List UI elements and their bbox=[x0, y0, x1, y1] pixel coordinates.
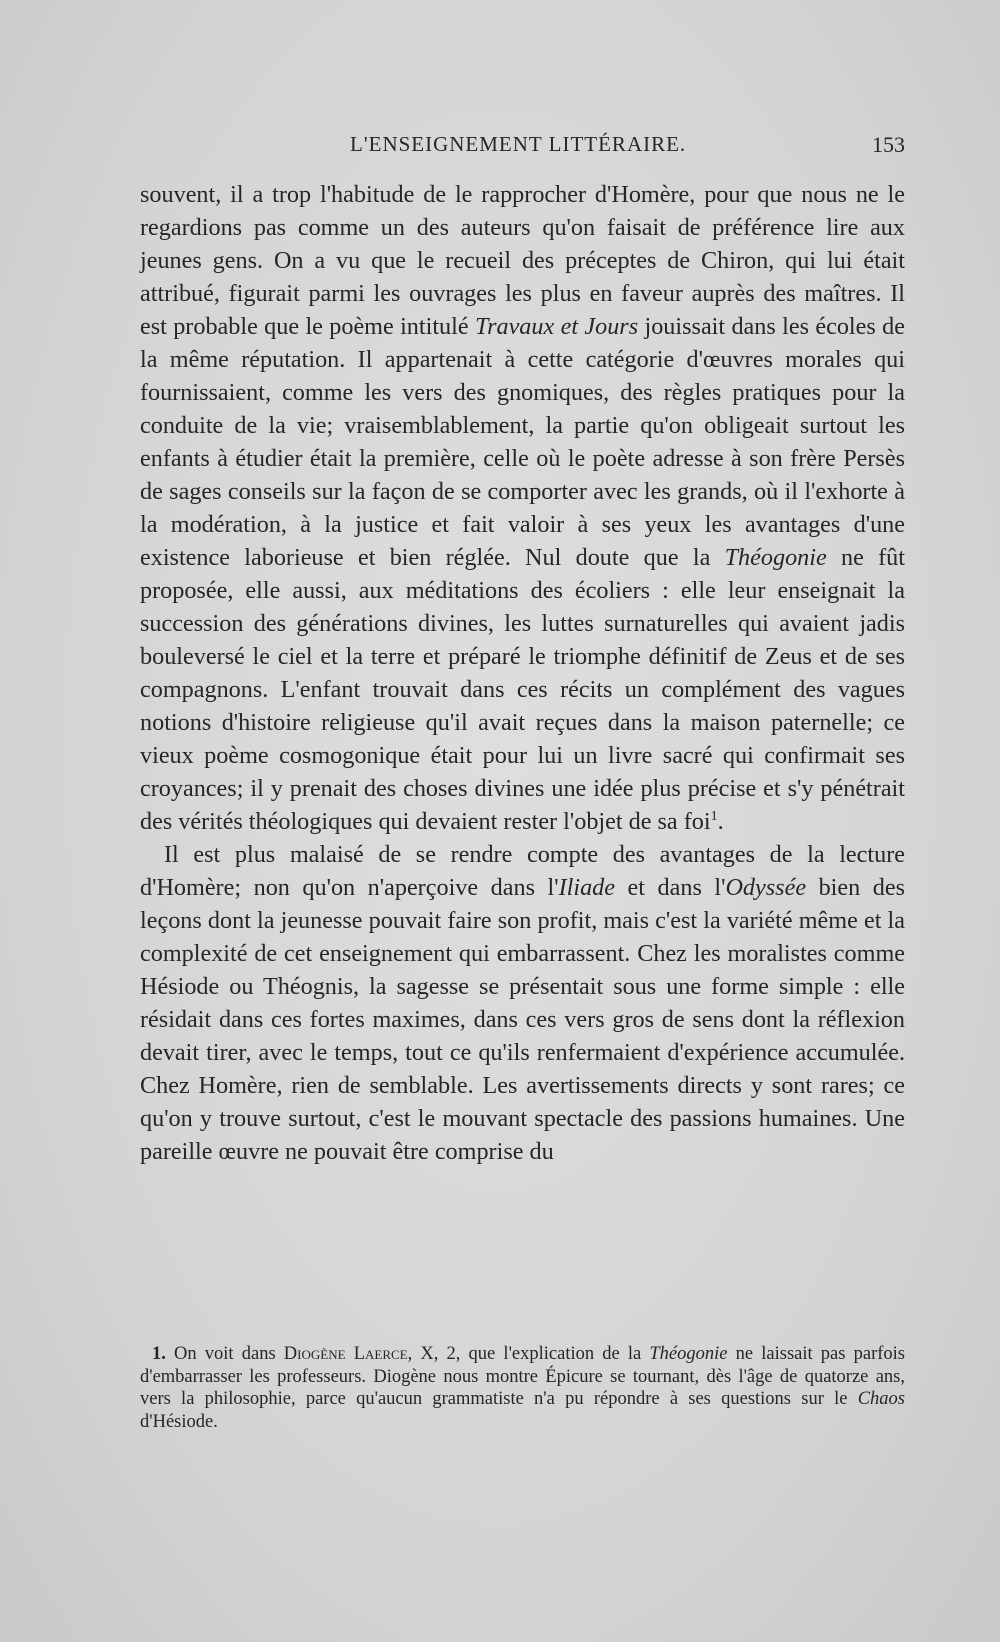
page-number: 153 bbox=[872, 132, 905, 157]
text-run: ne laissait pas parfois d'embarrasser les professeurs. Diogène nous montre Épicure se tournant, dès l'âge de quatorze ans, vers la philosophie, parce qu'aucun grammatiste n'a pu répondre à ses questions sur le bbox=[140, 1344, 905, 1409]
text-run: jouissait dans les écoles de la même réputation. Il appartenait à cette catégorie d'œuvres morales qui fournissaient, comme les vers des gnomiques, des règles pratiques pour la conduite de la vie; vraisemblablement, la partie qu'on obligeait surtout les enfants à étudier était la première, celle où le poète adresse à son frère Persès de sages conseils sur la façon de se comporter avec les grands, où il l'exhorte à la modération, à la justice et fait valoir à ses yeux les avantages d'une existence laborieuse et bien réglée. Nul doute que la bbox=[140, 313, 905, 571]
author-name: Diogène Laerce bbox=[283, 1344, 408, 1364]
text-run: bien des leçons dont la jeunesse pouvait faire son profit, mais c'est la variété même et la complexité de cet enseignement qui embarrassent. Chez les moralistes comme Hésiode ou Théognis, la sagesse se présentait sous une forme simple : elle résidait dans ces fortes maximes, dans ces vers gros de sens dont la réflexion devait tirer, avec le temps, tout ce qu'ils renfermaient d'expérience accumulée. Chez Homère, rien de semblable. Les avertissements directs y sont rares; ce qu'on y trouve surtout, c'est le mouvant spectacle des passions humaines. Une pareille œuvre ne pouvait être comprise du bbox=[140, 874, 906, 1165]
text-run: d'Hésiode. bbox=[140, 1411, 218, 1432]
text-run: , X, 2, que l'explication de la bbox=[407, 1344, 650, 1364]
italic-title: Travaux et Jours bbox=[474, 313, 639, 340]
footnotes bbox=[140, 1343, 905, 1433]
footnote-number: 1. bbox=[152, 1344, 166, 1364]
paragraph-2 bbox=[140, 838, 905, 1168]
main-text bbox=[140, 178, 905, 1168]
footnote-reference: 1 bbox=[710, 808, 718, 824]
text-run: . bbox=[717, 808, 724, 835]
text-run: et dans l' bbox=[615, 874, 726, 901]
italic-title: Chaos bbox=[857, 1389, 905, 1409]
footnote-1 bbox=[140, 1343, 905, 1433]
italic-title: Théogonie bbox=[649, 1344, 728, 1364]
italic-title: Odyssée bbox=[725, 874, 807, 901]
text-run: souvent, il a trop l'habitude de le rapprocher d'Homère, pour que nous ne le regardions pas comme un des auteurs qu'on faisait de préférence lire aux jeunes gens. On a vu que le recueil des préceptes de Chiron, qui lui était attribué, figurait parmi les ouvrages les plus en faveur auprès des maîtres. Il est probable que le poème intitulé bbox=[140, 181, 905, 340]
page-header bbox=[140, 132, 905, 164]
italic-title: Théogonie bbox=[724, 544, 827, 571]
paragraph-1 bbox=[140, 178, 905, 838]
text-run: ne fût proposée, elle aussi, aux méditations des écoliers : elle leur enseignait la succession des générations divines, les luttes surnaturelles qui avaient jadis bouleversé le ciel et la terre et préparé le triomphe définitif de Zeus et de ses compagnons. L'enfant trouvait dans ces récits un complément des vagues notions d'histoire religieuse qu'il avait reçues dans la maison paternelle; ce vieux poème cosmogonique était pour lui un livre sacré qui confirmait ses croyances; il y prenait des choses divines une idée plus précise et s'y pénétrait des vérités théologiques qui devaient rester l'objet de sa foi bbox=[140, 544, 905, 835]
italic-title: Iliade bbox=[558, 874, 616, 901]
text-run: On voit dans bbox=[165, 1344, 284, 1364]
text-run: Il est plus malaisé de se rendre compte des avantages de la lecture d'Homère; non qu'on n'aperçoive dans l' bbox=[140, 841, 905, 901]
running-head: L'ENSEIGNEMENT LITTÉRAIRE. bbox=[350, 132, 687, 156]
